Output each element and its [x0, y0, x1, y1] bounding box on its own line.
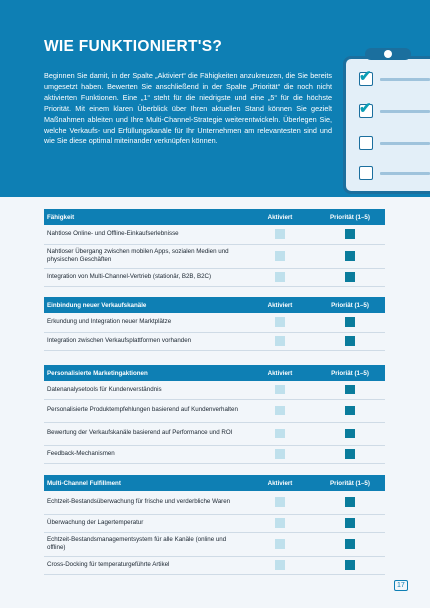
priority-box[interactable] [345, 229, 355, 239]
row-label: Bewertung der Verkaufskanäle basierend auf Performance und ROI [44, 422, 245, 445]
checkmark-icon: ✔ [359, 100, 372, 117]
section-header: Multi-Channel Fulfillment [44, 475, 245, 491]
row-label: Nahtloser Übergang zwischen mobilen Apps, sozialen Medien und physischen Geschäften [44, 244, 245, 268]
line-icon [380, 78, 430, 81]
row-label: Erkundung und Integration neuer Marktplätze [44, 313, 245, 332]
priority-cell [315, 313, 385, 332]
priority-box[interactable] [345, 497, 355, 507]
col-active-header: Aktiviert [245, 365, 315, 381]
table-row [44, 332, 385, 350]
priority-box[interactable] [345, 449, 355, 459]
table-row [44, 225, 385, 244]
row-label: Echtzeit-Bestandsüberwachung für frische und verderbliche Waren [44, 491, 245, 514]
priority-box[interactable] [345, 336, 355, 346]
row-label: Überwachung der Lagertemperatur [44, 514, 245, 532]
active-cell [245, 244, 315, 268]
table-row [44, 445, 385, 463]
priority-cell [315, 268, 385, 286]
table-row [44, 399, 385, 422]
table-row [44, 532, 385, 556]
page-number: 17 [394, 580, 408, 591]
priority-cell [315, 422, 385, 445]
table-row [44, 313, 385, 332]
active-checkbox[interactable] [275, 497, 285, 507]
section-header: Fähigkeit [44, 209, 245, 225]
priority-box[interactable] [345, 539, 355, 549]
page-title: WIE FUNKTIONIERT'S? [44, 38, 223, 55]
active-checkbox[interactable] [275, 406, 285, 416]
line-icon [380, 142, 430, 145]
row-label: Nahtlose Online- und Offline-Einkaufserlebnisse [44, 225, 245, 244]
priority-cell [315, 381, 385, 399]
active-checkbox[interactable] [275, 539, 285, 549]
intro-text: Beginnen Sie damit, in der Spalte „Aktiviert“ die Fähigkeiten anzukreuzen, die Sie bereits umgesetzt haben. Bewerten Sie anschließend in der Spalte „Priorität“ die noch nicht aktivierten Funktionen. Eine „1“ steht für die niedrigste und eine „5“ für die höchste Priorität. Mit einem klaren Überblick über Ihren aktuellen Stand können Sie gezielt Maßnahmen ableiten und Ihre Multi-Channel-Strategie weiterentwickeln. Überlegen Sie, welche Verkaufs- und Erfüllungskanäle für Ihr Unternehmen am relevantesten sind und wie Sie diese optimal miteinander verknüpfen können. [44, 71, 332, 146]
active-cell [245, 313, 315, 332]
table-row [44, 556, 385, 574]
col-priority-header: Priorität (1–5) [315, 209, 385, 225]
col-priority-header: Priorität (1–5) [315, 475, 385, 491]
active-checkbox[interactable] [275, 317, 285, 327]
section-marketing-table [44, 365, 385, 464]
priority-cell [315, 532, 385, 556]
clipboard-hole [384, 50, 392, 58]
line-icon [380, 172, 430, 175]
active-checkbox[interactable] [275, 385, 285, 395]
table-row [44, 422, 385, 445]
priority-cell [315, 556, 385, 574]
row-label: Integration von Multi-Channel-Vertrieb (stationär, B2B, B2C) [44, 268, 245, 286]
table-row [44, 514, 385, 532]
row-label: Feedback-Mechanismen [44, 445, 245, 463]
priority-box[interactable] [345, 429, 355, 439]
table-row [44, 381, 385, 399]
section-verkaufskanaele-table [44, 297, 385, 351]
active-cell [245, 399, 315, 422]
priority-cell [315, 244, 385, 268]
priority-cell [315, 225, 385, 244]
priority-box[interactable] [345, 518, 355, 528]
active-cell [245, 381, 315, 399]
active-cell [245, 332, 315, 350]
line-icon [380, 110, 430, 113]
active-checkbox[interactable] [275, 272, 285, 282]
col-priority-header: Prioriät (1–5) [315, 365, 385, 381]
row-label: Personalisierte Produktempfehlungen basierend auf Kundenverhalten [44, 399, 245, 422]
checkbox-icon [359, 136, 373, 150]
priority-cell [315, 491, 385, 514]
col-active-header: Aktiviert [245, 475, 315, 491]
priority-box[interactable] [345, 251, 355, 261]
active-cell [245, 268, 315, 286]
row-label: Datenanalysetools für Kundenverständnis [44, 381, 245, 399]
col-priority-header: Prioriät (1–5) [315, 297, 385, 313]
active-cell [245, 422, 315, 445]
priority-cell [315, 445, 385, 463]
row-label: Cross-Docking für temperaturgeführte Artikel [44, 556, 245, 574]
checkmark-icon: ✔ [359, 68, 372, 85]
priority-cell [315, 332, 385, 350]
active-checkbox[interactable] [275, 251, 285, 261]
active-checkbox[interactable] [275, 429, 285, 439]
priority-cell [315, 514, 385, 532]
active-checkbox[interactable] [275, 336, 285, 346]
table-row [44, 244, 385, 268]
row-label: Integration zwischen Verkaufsplattformen vorhanden [44, 332, 245, 350]
section-fulfillment-table [44, 475, 385, 575]
table-row [44, 491, 385, 514]
row-label: Echtzeit-Bestandsmanagementsystem für alle Kanäle (online und offline) [44, 532, 245, 556]
col-active-header: Aktiviert [245, 297, 315, 313]
section-header: Einbindung neuer Verkaufskanäle [44, 297, 245, 313]
active-checkbox[interactable] [275, 560, 285, 570]
col-active-header: Aktiviert [245, 209, 315, 225]
priority-box[interactable] [345, 560, 355, 570]
checkbox-icon [359, 166, 373, 180]
active-checkbox[interactable] [275, 518, 285, 528]
active-cell [245, 532, 315, 556]
priority-box[interactable] [345, 317, 355, 327]
priority-box[interactable] [345, 385, 355, 395]
active-checkbox[interactable] [275, 449, 285, 459]
active-cell [245, 491, 315, 514]
active-cell [245, 556, 315, 574]
active-cell [245, 514, 315, 532]
priority-box[interactable] [345, 272, 355, 282]
active-cell [245, 225, 315, 244]
priority-box[interactable] [345, 406, 355, 416]
section-header: Personalisierte Marketingaktionen [44, 365, 245, 381]
priority-cell [315, 399, 385, 422]
active-cell [245, 445, 315, 463]
section-faehigkeit-table [44, 209, 385, 287]
active-checkbox[interactable] [275, 229, 285, 239]
table-row [44, 268, 385, 286]
